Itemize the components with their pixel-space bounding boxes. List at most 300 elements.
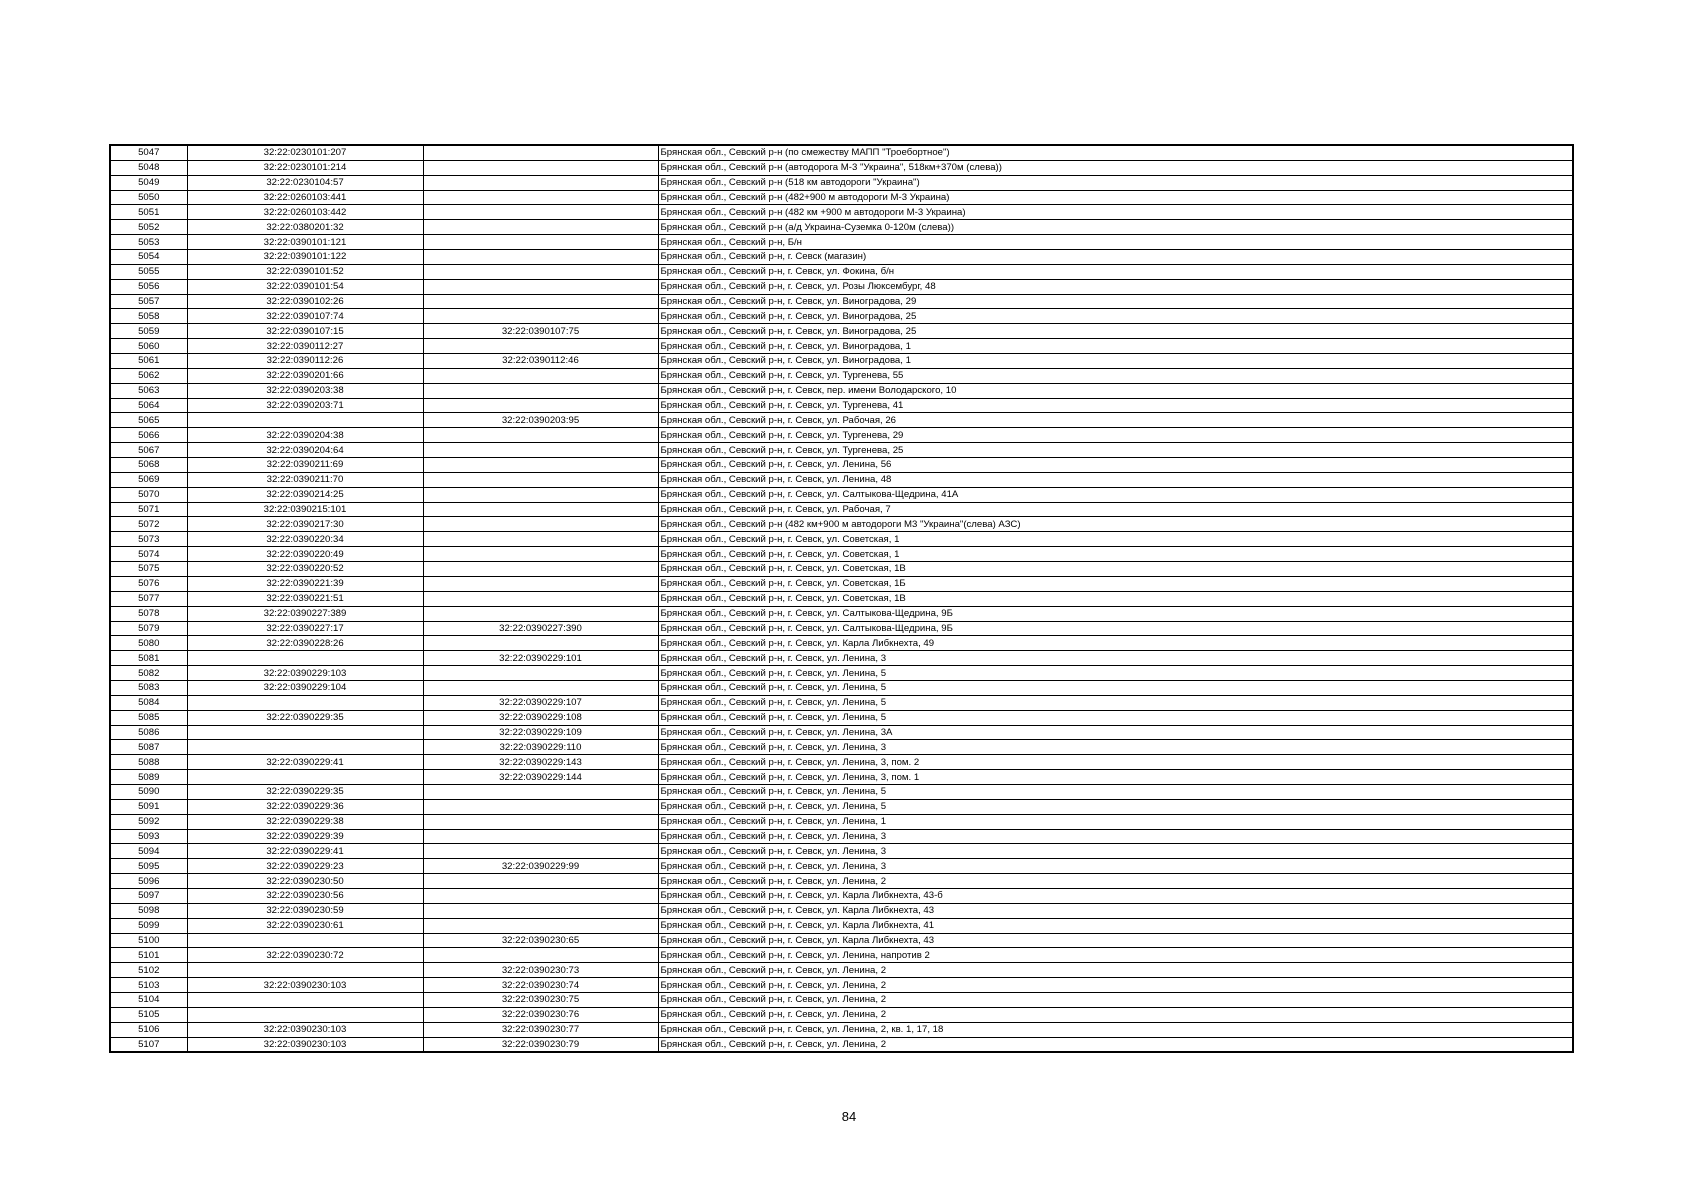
cadastral-number-cell [187,413,423,428]
row-number-cell: 5061 [110,354,187,369]
address-cell: Брянская обл., Севский р-н, г. Севск, ул. Виноградова, 1 [658,354,1573,369]
row-number-cell: 5084 [110,695,187,710]
table-row [110,517,1573,532]
cadastral-number-cell: 32:22:0390229:41 [187,755,423,770]
cadastral-number-cell: 32:22:0390230:50 [187,874,423,889]
address-cell: Брянская обл., Севский р-н, г. Севск, ул. Ленина, 3А [658,725,1573,740]
address-cell: Брянская обл., Севский р-н, г. Севск, ул. Ленина, 2 [658,992,1573,1007]
related-cadastral-number-cell: 32:22:0390230:73 [423,963,658,978]
row-number-cell: 5099 [110,918,187,933]
row-number-cell: 5096 [110,874,187,889]
row-number-cell: 5060 [110,339,187,354]
row-number-cell: 5103 [110,978,187,993]
cadastral-number-cell: 32:22:0390221:39 [187,576,423,591]
address-cell: Брянская обл., Севский р-н, г. Севск, ул. Ленина, 3, пом. 1 [658,770,1573,785]
cadastral-number-cell: 32:22:0390230:103 [187,978,423,993]
row-number-cell: 5104 [110,992,187,1007]
table-row [110,502,1573,517]
address-cell: Брянская обл., Севский р-н, г. Севск, ул. Советская, 1В [658,591,1573,606]
related-cadastral-number-cell [423,428,658,443]
row-number-cell: 5090 [110,784,187,799]
table-row [110,309,1573,324]
address-cell: Брянская обл., Севский р-н, г. Севск, ул. Ленина, 3 [658,651,1573,666]
row-number-cell: 5070 [110,487,187,502]
related-cadastral-number-cell [423,220,658,235]
cadastral-number-cell: 32:22:0390227:389 [187,606,423,621]
cadastral-number-cell: 32:22:0390203:71 [187,398,423,413]
cadastral-number-cell: 32:22:0390220:49 [187,547,423,562]
cadastral-number-cell: 32:22:0390230:103 [187,1037,423,1052]
address-cell: Брянская обл., Севский р-н, г. Севск, ул. Виноградова, 1 [658,339,1573,354]
cadastral-number-cell [187,963,423,978]
related-cadastral-number-cell: 32:22:0390230:79 [423,1037,658,1052]
address-cell: Брянская обл., Севский р-н, г. Севск, ул. Ленина, 5 [658,695,1573,710]
related-cadastral-number-cell [423,472,658,487]
address-cell: Брянская обл., Севский р-н, г. Севск, ул. Виноградова, 25 [658,309,1573,324]
related-cadastral-number-cell: 32:22:0390230:77 [423,1022,658,1037]
table-row [110,992,1573,1007]
table-row [110,859,1573,874]
row-number-cell: 5047 [110,145,187,160]
cadastral-number-cell: 32:22:0390229:35 [187,784,423,799]
address-cell: Брянская обл., Севский р-н, г. Севск, ул. Советская, 1Б [658,576,1573,591]
table-row [110,413,1573,428]
cadastral-number-cell: 32:22:0390107:74 [187,309,423,324]
row-number-cell: 5091 [110,799,187,814]
address-cell: Брянская обл., Севский р-н, г. Севск, ул. Рабочая, 26 [658,413,1573,428]
related-cadastral-number-cell: 32:22:0390227:390 [423,621,658,636]
address-cell: Брянская обл., Севский р-н, г. Севск, ул. Ленина, 3, пом. 2 [658,755,1573,770]
table-row [110,235,1573,250]
cadastral-number-cell: 32:22:0390229:103 [187,666,423,681]
row-number-cell: 5088 [110,755,187,770]
address-cell: Брянская обл., Севский р-н, г. Севск, ул. Ленина, 3 [658,844,1573,859]
address-cell: Брянская обл., Севский р-н, г. Севск, ул. Салтыкова-Щедрина, 41А [658,487,1573,502]
row-number-cell: 5049 [110,175,187,190]
related-cadastral-number-cell [423,591,658,606]
page-number: 84 [841,1109,857,1124]
row-number-cell: 5056 [110,279,187,294]
related-cadastral-number-cell [423,829,658,844]
table-row [110,636,1573,651]
related-cadastral-number-cell [423,398,658,413]
address-cell: Брянская обл., Севский р-н, г. Севск, ул. Ленина, 2 [658,1007,1573,1022]
row-number-cell: 5048 [110,160,187,175]
address-cell: Брянская обл., Севский р-н, г. Севск, ул. Ленина, 1 [658,814,1573,829]
table-row [110,175,1573,190]
address-cell: Брянская обл., Севский р-н (по смежеству МАПП "Троебортное") [658,145,1573,160]
related-cadastral-number-cell [423,784,658,799]
row-number-cell: 5086 [110,725,187,740]
table-row [110,487,1573,502]
table-row [110,443,1573,458]
related-cadastral-number-cell: 32:22:0390112:46 [423,354,658,369]
table-row [110,651,1573,666]
address-cell: Брянская обл., Севский р-н, г. Севск, ул. Ленина, 3 [658,740,1573,755]
related-cadastral-number-cell [423,487,658,502]
related-cadastral-number-cell [423,368,658,383]
address-cell: Брянская обл., Севский р-н, г. Севск, ул. Ленина, 48 [658,472,1573,487]
table-row [110,145,1573,160]
table-row [110,874,1573,889]
address-cell: Брянская обл., Севский р-н, г. Севск, ул. Виноградова, 29 [658,294,1573,309]
row-number-cell: 5093 [110,829,187,844]
cadastral-number-cell: 32:22:0390211:69 [187,458,423,473]
related-cadastral-number-cell [423,799,658,814]
cadastral-number-cell: 32:22:0390101:122 [187,250,423,265]
table-row [110,695,1573,710]
cadastral-number-cell: 32:22:0390230:103 [187,1022,423,1037]
cadastral-number-cell: 32:22:0390203:38 [187,383,423,398]
cadastral-number-cell: 32:22:0390101:52 [187,264,423,279]
row-number-cell: 5063 [110,383,187,398]
cadastral-number-cell: 32:22:0390230:61 [187,918,423,933]
related-cadastral-number-cell [423,264,658,279]
address-cell: Брянская обл., Севский р-н, г. Севск, ул. Карла Либкнехта, 41 [658,918,1573,933]
table-row [110,933,1573,948]
table-row [110,562,1573,577]
address-cell: Брянская обл., Севский р-н (а/д Украина-Суземка 0-120м (слева)) [658,220,1573,235]
table-row [110,264,1573,279]
table-row [110,472,1573,487]
table-row [110,755,1573,770]
table-row [110,725,1573,740]
cadastral-number-cell: 32:22:0390229:35 [187,710,423,725]
table-row [110,398,1573,413]
address-cell: Брянская обл., Севский р-н, г. Севск, ул. Советская, 1 [658,532,1573,547]
address-cell: Брянская обл., Севский р-н, г. Севск, ул. Салтыкова-Щедрина, 9Б [658,606,1573,621]
address-cell: Брянская обл., Севский р-н, г. Севск, ул. Тургенева, 25 [658,443,1573,458]
related-cadastral-number-cell [423,562,658,577]
row-number-cell: 5083 [110,680,187,695]
table-row [110,680,1573,695]
cadastral-number-cell: 32:22:0390229:36 [187,799,423,814]
cadastral-number-cell: 32:22:0390229:38 [187,814,423,829]
table-row [110,160,1573,175]
row-number-cell: 5092 [110,814,187,829]
address-cell: Брянская обл., Севский р-н, г. Севск, ул. Ленина, 56 [658,458,1573,473]
address-cell: Брянская обл., Севский р-н, Б/н [658,235,1573,250]
cadastral-number-cell: 32:22:0230101:214 [187,160,423,175]
cadastral-number-cell: 32:22:0390211:70 [187,472,423,487]
cadastral-number-cell: 32:22:0390228:26 [187,636,423,651]
address-cell: Брянская обл., Севский р-н, г. Севск, ул. Фокина, б/н [658,264,1573,279]
address-cell: Брянская обл., Севский р-н, г. Севск, ул. Ленина, 3 [658,829,1573,844]
cadastral-number-cell [187,933,423,948]
address-cell: Брянская обл., Севский р-н, г. Севск, ул. Тургенева, 55 [658,368,1573,383]
row-number-cell: 5064 [110,398,187,413]
address-cell: Брянская обл., Севский р-н, г. Севск, ул. Ленина, 5 [658,784,1573,799]
table-row [110,354,1573,369]
cadastral-number-cell: 32:22:0390229:23 [187,859,423,874]
related-cadastral-number-cell [423,309,658,324]
related-cadastral-number-cell [423,918,658,933]
row-number-cell: 5074 [110,547,187,562]
table-row [110,978,1573,993]
table-row [110,784,1573,799]
cadastral-number-cell: 32:22:0390217:30 [187,517,423,532]
table-row [110,279,1573,294]
row-number-cell: 5078 [110,606,187,621]
address-cell: Брянская обл., Севский р-н, г. Севск, ул. Карла Либкнехта, 43 [658,903,1573,918]
address-cell: Брянская обл., Севский р-н, г. Севск, ул. Ленина, напротив 2 [658,948,1573,963]
row-number-cell: 5102 [110,963,187,978]
table-row [110,740,1573,755]
related-cadastral-number-cell: 32:22:0390229:109 [423,725,658,740]
cadastral-number-cell: 32:22:0230101:207 [187,145,423,160]
address-cell: Брянская обл., Севский р-н, г. Севск, ул. Тургенева, 29 [658,428,1573,443]
address-cell: Брянская обл., Севский р-н (автодорога М-3 "Украина", 518км+370м (слева)) [658,160,1573,175]
related-cadastral-number-cell [423,903,658,918]
related-cadastral-number-cell [423,948,658,963]
table-row [110,250,1573,265]
address-cell: Брянская обл., Севский р-н, г. Севск, ул. Ленина, 2, кв. 1, 17, 18 [658,1022,1573,1037]
related-cadastral-number-cell: 32:22:0390230:75 [423,992,658,1007]
related-cadastral-number-cell [423,458,658,473]
table-row [110,428,1573,443]
address-cell: Брянская обл., Севский р-н (482 км+900 м автодороги М3 "Украина"(слева) АЗС) [658,517,1573,532]
cadastral-number-cell: 32:22:0390107:15 [187,324,423,339]
cadastral-number-cell: 32:22:0230104:57 [187,175,423,190]
row-number-cell: 5097 [110,888,187,903]
row-number-cell: 5098 [110,903,187,918]
row-number-cell: 5065 [110,413,187,428]
table-row [110,1007,1573,1022]
table-row [110,770,1573,785]
address-cell: Брянская обл., Севский р-н, г. Севск, ул. Розы Люксембург, 48 [658,279,1573,294]
related-cadastral-number-cell [423,190,658,205]
table-row [110,621,1573,636]
row-number-cell: 5062 [110,368,187,383]
table-row [110,205,1573,220]
cadastral-number-cell: 32:22:0390230:72 [187,948,423,963]
row-number-cell: 5069 [110,472,187,487]
related-cadastral-number-cell [423,666,658,681]
table-row [110,368,1573,383]
row-number-cell: 5067 [110,443,187,458]
row-number-cell: 5054 [110,250,187,265]
registry-sheet [109,144,1572,1053]
related-cadastral-number-cell [423,279,658,294]
related-cadastral-number-cell [423,680,658,695]
table-row [110,190,1573,205]
table-row [110,814,1573,829]
row-number-cell: 5107 [110,1037,187,1052]
related-cadastral-number-cell: 32:22:0390230:74 [423,978,658,993]
cadastral-number-cell: 32:22:0390220:52 [187,562,423,577]
row-number-cell: 5105 [110,1007,187,1022]
address-cell: Брянская обл., Севский р-н, г. Севск, ул. Ленина, 5 [658,710,1573,725]
table-row [110,918,1573,933]
related-cadastral-number-cell: 32:22:0390229:107 [423,695,658,710]
table-row [110,458,1573,473]
row-number-cell: 5101 [110,948,187,963]
row-number-cell: 5055 [110,264,187,279]
cadastral-number-cell: 32:22:0390229:104 [187,680,423,695]
row-number-cell: 5068 [110,458,187,473]
address-cell: Брянская обл., Севский р-н, г. Севск, ул. Карла Либкнехта, 43 [658,933,1573,948]
cadastral-number-cell: 32:22:0390112:26 [187,354,423,369]
row-number-cell: 5081 [110,651,187,666]
address-cell: Брянская обл., Севский р-н, г. Севск, ул. Виноградова, 25 [658,324,1573,339]
related-cadastral-number-cell [423,874,658,889]
address-cell: Брянская обл., Севский р-н, г. Севск, ул. Советская, 1 [658,547,1573,562]
address-cell: Брянская обл., Севский р-н, г. Севск, ул. Карла Либкнехта, 43-б [658,888,1573,903]
related-cadastral-number-cell [423,145,658,160]
related-cadastral-number-cell [423,532,658,547]
related-cadastral-number-cell [423,383,658,398]
cadastral-number-cell: 32:22:0390204:38 [187,428,423,443]
address-cell: Брянская обл., Севский р-н (482+900 м автодороги М-3 Украина) [658,190,1573,205]
address-cell: Брянская обл., Севский р-н, г. Севск, ул. Салтыкова-Щедрина, 9Б [658,621,1573,636]
related-cadastral-number-cell [423,205,658,220]
address-cell: Брянская обл., Севский р-н, г. Севск, ул. Рабочая, 7 [658,502,1573,517]
row-number-cell: 5059 [110,324,187,339]
related-cadastral-number-cell [423,814,658,829]
related-cadastral-number-cell [423,160,658,175]
address-cell: Брянская обл., Севский р-н (518 км автодороги "Украина") [658,175,1573,190]
row-number-cell: 5053 [110,235,187,250]
address-cell: Брянская обл., Севский р-н, г. Севск, ул. Ленина, 5 [658,680,1573,695]
cadastral-number-cell: 32:22:0390101:54 [187,279,423,294]
related-cadastral-number-cell [423,576,658,591]
registry-table-body [110,145,1573,1052]
related-cadastral-number-cell: 32:22:0390203:95 [423,413,658,428]
cadastral-number-cell: 32:22:0390214:25 [187,487,423,502]
row-number-cell: 5100 [110,933,187,948]
address-cell: Брянская обл., Севский р-н, г. Севск, ул. Тургенева, 41 [658,398,1573,413]
related-cadastral-number-cell [423,339,658,354]
table-row [110,1037,1573,1052]
cadastral-number-cell [187,740,423,755]
table-row [110,339,1573,354]
row-number-cell: 5072 [110,517,187,532]
related-cadastral-number-cell [423,250,658,265]
registry-table [109,144,1574,1053]
related-cadastral-number-cell: 32:22:0390230:65 [423,933,658,948]
table-row [110,576,1573,591]
address-cell: Брянская обл., Севский р-н, г. Севск, ул. Карла Либкнехта, 49 [658,636,1573,651]
row-number-cell: 5094 [110,844,187,859]
table-row [110,1022,1573,1037]
table-row [110,903,1573,918]
row-number-cell: 5082 [110,666,187,681]
cadastral-number-cell: 32:22:0390215:101 [187,502,423,517]
cadastral-number-cell [187,992,423,1007]
cadastral-number-cell: 32:22:0390227:17 [187,621,423,636]
row-number-cell: 5079 [110,621,187,636]
cadastral-number-cell: 32:22:0390229:39 [187,829,423,844]
row-number-cell: 5057 [110,294,187,309]
cadastral-number-cell [187,770,423,785]
cadastral-number-cell: 32:22:0390204:64 [187,443,423,458]
related-cadastral-number-cell [423,844,658,859]
cadastral-number-cell [187,1007,423,1022]
related-cadastral-number-cell [423,175,658,190]
address-cell: Брянская обл., Севский р-н, г. Севск, ул. Ленина, 2 [658,874,1573,889]
address-cell: Брянская обл., Севский р-н, г. Севск, ул. Ленина, 5 [658,666,1573,681]
related-cadastral-number-cell [423,502,658,517]
cadastral-number-cell: 32:22:0390220:34 [187,532,423,547]
table-row [110,844,1573,859]
related-cadastral-number-cell: 32:22:0390230:76 [423,1007,658,1022]
table-row [110,666,1573,681]
table-row [110,710,1573,725]
table-row [110,591,1573,606]
row-number-cell: 5066 [110,428,187,443]
related-cadastral-number-cell [423,517,658,532]
related-cadastral-number-cell [423,294,658,309]
row-number-cell: 5073 [110,532,187,547]
row-number-cell: 5076 [110,576,187,591]
row-number-cell: 5077 [110,591,187,606]
address-cell: Брянская обл., Севский р-н, г. Севск, ул. Ленина, 5 [658,799,1573,814]
table-row [110,829,1573,844]
address-cell: Брянская обл., Севский р-н, г. Севск, пер. имени Володарского, 10 [658,383,1573,398]
cadastral-number-cell: 32:22:0390229:41 [187,844,423,859]
cadastral-number-cell: 32:22:0390230:56 [187,888,423,903]
address-cell: Брянская обл., Севский р-н, г. Севск, ул. Ленина, 2 [658,963,1573,978]
cadastral-number-cell: 32:22:0390201:66 [187,368,423,383]
cadastral-number-cell [187,725,423,740]
table-row [110,383,1573,398]
table-row [110,294,1573,309]
cadastral-number-cell [187,695,423,710]
row-number-cell: 5051 [110,205,187,220]
cadastral-number-cell: 32:22:0380201:32 [187,220,423,235]
row-number-cell: 5071 [110,502,187,517]
row-number-cell: 5085 [110,710,187,725]
table-row [110,532,1573,547]
related-cadastral-number-cell [423,547,658,562]
address-cell: Брянская обл., Севский р-н (482 км +900 м автодороги М-3 Украина) [658,205,1573,220]
related-cadastral-number-cell [423,636,658,651]
related-cadastral-number-cell: 32:22:0390229:99 [423,859,658,874]
address-cell: Брянская обл., Севский р-н, г. Севск, ул. Советская, 1В [658,562,1573,577]
cadastral-number-cell: 32:22:0260103:441 [187,190,423,205]
cadastral-number-cell: 32:22:0390101:121 [187,235,423,250]
row-number-cell: 5089 [110,770,187,785]
row-number-cell: 5058 [110,309,187,324]
table-row [110,547,1573,562]
table-row [110,220,1573,235]
related-cadastral-number-cell: 32:22:0390229:110 [423,740,658,755]
row-number-cell: 5052 [110,220,187,235]
row-number-cell: 5080 [110,636,187,651]
row-number-cell: 5087 [110,740,187,755]
row-number-cell: 5075 [110,562,187,577]
cadastral-number-cell: 32:22:0390221:51 [187,591,423,606]
related-cadastral-number-cell [423,235,658,250]
row-number-cell: 5106 [110,1022,187,1037]
address-cell: Брянская обл., Севский р-н, г. Севск (магазин) [658,250,1573,265]
table-row [110,606,1573,621]
related-cadastral-number-cell [423,606,658,621]
table-row [110,799,1573,814]
related-cadastral-number-cell: 32:22:0390229:101 [423,651,658,666]
address-cell: Брянская обл., Севский р-н, г. Севск, ул. Ленина, 3 [658,859,1573,874]
address-cell: Брянская обл., Севский р-н, г. Севск, ул. Ленина, 2 [658,1037,1573,1052]
table-row [110,948,1573,963]
cadastral-number-cell: 32:22:0390102:26 [187,294,423,309]
cadastral-number-cell [187,651,423,666]
cadastral-number-cell: 32:22:0390112:27 [187,339,423,354]
table-row [110,324,1573,339]
row-number-cell: 5095 [110,859,187,874]
table-row [110,888,1573,903]
related-cadastral-number-cell: 32:22:0390107:75 [423,324,658,339]
row-number-cell: 5050 [110,190,187,205]
